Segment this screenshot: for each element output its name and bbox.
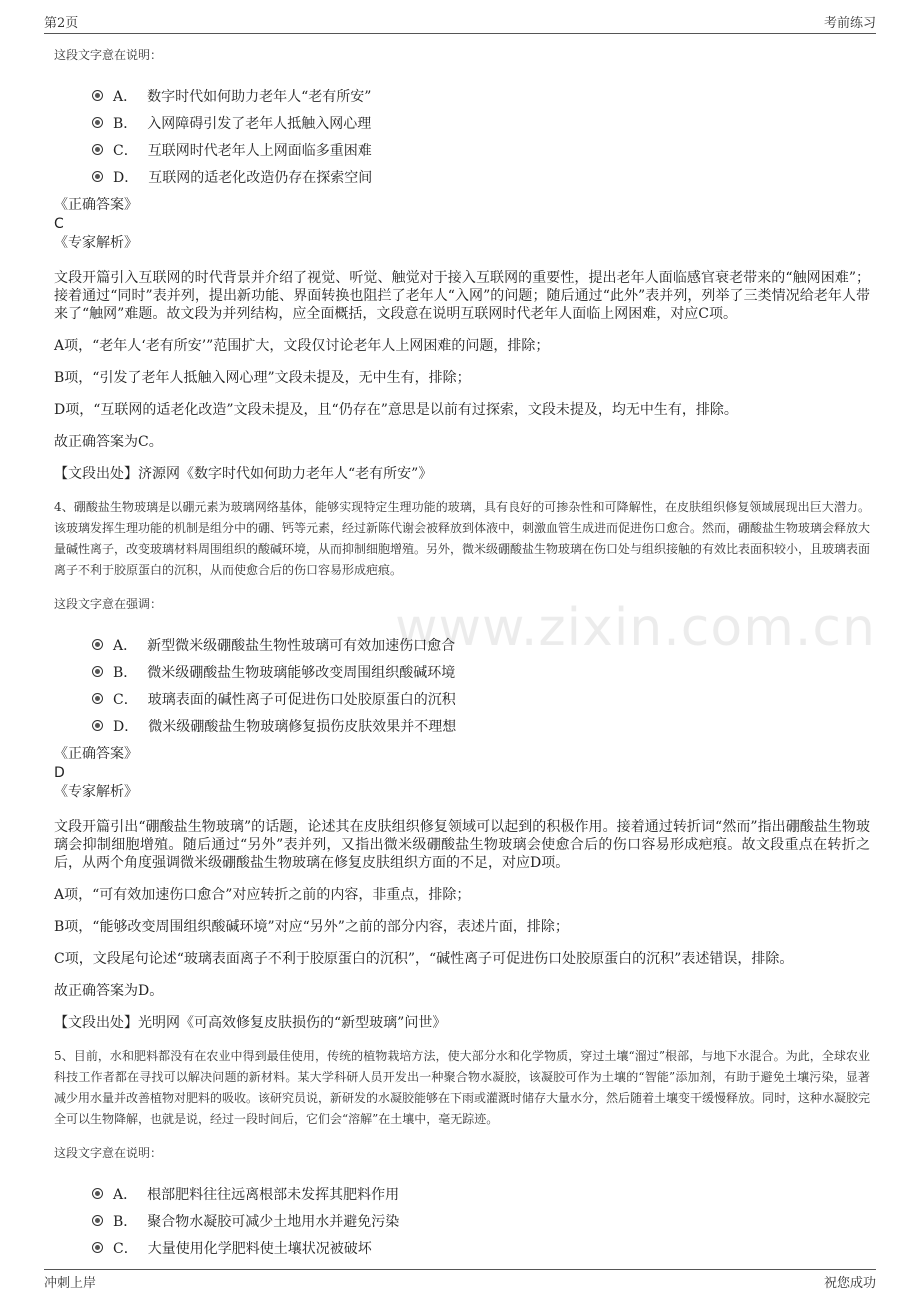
analysis-conclusion: 故正确答案为C。 bbox=[54, 434, 163, 450]
option-label: B． bbox=[113, 664, 138, 681]
answer-title: 《正确答案》 bbox=[54, 197, 138, 213]
analysis-title: 《专家解析》 bbox=[54, 784, 138, 800]
option-text: 互联网时代老年人上网面临多重困难 bbox=[147, 142, 372, 159]
option-text: 微米级硼酸盐生物玻璃能够改变周围组织酸碱环境 bbox=[147, 664, 456, 681]
option-label: A． bbox=[113, 88, 138, 105]
option-label: A． bbox=[113, 637, 138, 654]
q4-option-d[interactable] bbox=[92, 712, 870, 739]
option-label: D． bbox=[113, 169, 139, 186]
q3-option-d[interactable] bbox=[92, 163, 870, 190]
page-header bbox=[44, 12, 876, 31]
option-text: 新型微米级硼酸盐生物性玻璃可有效加速伤口愈合 bbox=[147, 637, 456, 654]
source-tag: 【文段出处】 bbox=[54, 466, 138, 482]
option-label: B． bbox=[113, 1213, 138, 1230]
analysis-paragraph: A项，“可有效加速伤口愈合”对应转折之前的内容，非重点，排除； bbox=[54, 887, 471, 903]
option-text: 互联网的适老化改造仍存在探索空间 bbox=[148, 169, 373, 186]
radio-icon[interactable] bbox=[92, 666, 103, 677]
q4-option-c[interactable] bbox=[92, 685, 870, 712]
q5-prompt: 这段文字意在说明： bbox=[54, 1146, 163, 1160]
option-text: 聚合物水凝胶可减少土地用水并避免污染 bbox=[147, 1213, 400, 1230]
radio-icon[interactable] bbox=[92, 1242, 103, 1253]
footer-divider bbox=[44, 1269, 876, 1270]
answer-value: D bbox=[54, 765, 65, 781]
option-label: C． bbox=[113, 691, 138, 708]
analysis-paragraph: A项，“老年人‘老有所安’”范围扩大，文段仅讨论老年人上网困难的问题，排除； bbox=[54, 338, 550, 354]
option-label: B． bbox=[113, 115, 138, 132]
analysis-paragraph: B项，“能够改变周围组织酸碱环境”对应“另外”之前的部分内容，表述片面，排除； bbox=[54, 919, 569, 935]
option-text: 根部肥料往往远离根部未发挥其肥料作用 bbox=[147, 1186, 400, 1203]
q5-option-c[interactable] bbox=[92, 1234, 870, 1261]
q3-prompt: 这段文字意在说明： bbox=[54, 48, 163, 62]
option-text: 微米级硼酸盐生物玻璃修复损伤皮肤效果并不理想 bbox=[148, 718, 457, 735]
option-label: A． bbox=[113, 1186, 138, 1203]
radio-icon[interactable] bbox=[92, 639, 103, 650]
option-text: 数字时代如何助力老年人“老有所安” bbox=[147, 88, 372, 105]
q3-options bbox=[92, 82, 870, 190]
watermark: www.zixin.com.cn bbox=[395, 598, 876, 658]
radio-icon[interactable] bbox=[92, 171, 103, 182]
radio-icon[interactable] bbox=[92, 1215, 103, 1226]
source-line bbox=[54, 465, 870, 483]
q3-option-c[interactable] bbox=[92, 136, 870, 163]
q4-stem: 4、硼酸盐生物玻璃是以硼元素为玻璃网络基体，能够实现特定生理功能的玻璃，具有良好的可掺杂性和可降解性，在皮肤组织修复领域展现出巨大潜力。该玻璃发挥生理功能的机制是组分中的硼、钙等元素，经过新陈代谢会被释放到体液中，刺激血管生成进而促进伤口愈合。然而，硼酸盐生物玻璃会释放大量碱性离子，改变玻璃材料周围组织的酸碱环境，从而抑制细胞增殖。另外，微米级硼酸盐生物玻璃在伤口处与组织接触的有效比表面积较小，且玻璃表面离子不利于胶原蛋白的沉积，从而使愈合后的伤口容易形成疤痕。 bbox=[54, 500, 871, 577]
analysis-title: 《专家解析》 bbox=[54, 235, 138, 251]
q4-options bbox=[92, 631, 870, 739]
radio-icon[interactable] bbox=[92, 90, 103, 101]
answer-title: 《正确答案》 bbox=[54, 746, 138, 762]
radio-icon[interactable] bbox=[92, 117, 103, 128]
option-text: 大量使用化学肥料使土壤状况被破坏 bbox=[147, 1240, 372, 1257]
source-text: 光明网《可高效修复皮肤损伤的“新型玻璃”问世》 bbox=[138, 1015, 447, 1031]
analysis-paragraph: D项，“互联网的适老化改造”文段未提及，且“仍存在”意思是以前有过探索，文段未提及，均无中生有，排除。 bbox=[54, 402, 738, 418]
q4-option-a[interactable] bbox=[92, 631, 870, 658]
radio-icon[interactable] bbox=[92, 720, 103, 731]
analysis-paragraph: 文段开篇引出“硼酸盐生物玻璃”的话题，论述其在皮肤组织修复领域可以起到的积极作用。接着通过转折词“然而”指出硼酸盐生物玻璃会抑制细胞增殖。随后通过“另外”表并列，又指出微米级硼酸盐生物玻璃会使愈合后的伤口容易形成疤痕。故文段重点在转折之后，从两个角度强调微米级硼酸盐生物玻璃在修复皮肤组织方面的不足，对应D项。 bbox=[54, 819, 870, 871]
q3-option-a[interactable] bbox=[92, 82, 870, 109]
q5-stem: 5、目前，水和肥料都没有在农业中得到最佳使用，传统的植物栽培方法，使大部分水和化学物质，穿过土壤“溜过”根部，与地下水混合。为此，全球农业科技工作者都在寻找可以解决问题的新材料。某大学科研人员开发出一种聚合物水凝胶，该凝胶可作为土壤的“智能”添加剂，有助于避免土壤污染，显著减少用水量并改善植物对肥料的吸收。该研究员说，新研发的水凝胶能够在下雨或灌溉时储存大量水分，然后随着土壤变干缓慢释放。同时，这种水凝胶完全可以生物降解，也就是说，经过一段时间后，它们会“溶解”在土壤中，毫无踪迹。 bbox=[54, 1049, 871, 1126]
footer-left: 冲刺上岸 bbox=[44, 1276, 97, 1291]
analysis-conclusion: 故正确答案为D。 bbox=[54, 983, 164, 999]
option-label: C． bbox=[113, 142, 138, 159]
analysis-paragraph: B项，“引发了老年人抵触入网心理”文段未提及，无中生有，排除； bbox=[54, 370, 471, 386]
option-label: C． bbox=[113, 1240, 138, 1257]
radio-icon[interactable] bbox=[92, 1188, 103, 1199]
radio-icon[interactable] bbox=[92, 144, 103, 155]
source-tag: 【文段出处】 bbox=[54, 1015, 138, 1031]
q3-option-b[interactable] bbox=[92, 109, 870, 136]
option-text: 玻璃表面的碱性离子可促进伤口处胶原蛋白的沉积 bbox=[147, 691, 456, 708]
header-divider bbox=[44, 33, 876, 34]
source-line bbox=[54, 1014, 870, 1032]
header-title: 考前练习 bbox=[823, 16, 876, 31]
q5-option-b[interactable] bbox=[92, 1207, 870, 1234]
option-text: 入网障碍引发了老年人抵触入网心理 bbox=[147, 115, 372, 132]
q5-options bbox=[92, 1180, 870, 1261]
page-content bbox=[54, 44, 870, 1267]
footer-right: 祝您成功 bbox=[823, 1276, 876, 1291]
page-number: 第2页 bbox=[44, 16, 79, 31]
q4-option-b[interactable] bbox=[92, 658, 870, 685]
option-label: D． bbox=[113, 718, 139, 735]
analysis-paragraph: 文段开篇引入互联网的时代背景并介绍了视觉、听觉、触觉对于接入互联网的重要性，提出老年人面临感官衰老带来的“触网困难”；接着通过“同时”表并列，提出新功能、界面转换也阻拦了老年人“入网”的问题；随后通过“此外”表并列，列举了三类情况给老年人带来了“触网”难题。故文段为并列结构，应全面概括，文段意在说明互联网时代老年人面临上网困难，对应C项。 bbox=[54, 270, 870, 322]
q5-option-a[interactable] bbox=[92, 1180, 870, 1207]
source-text: 济源网《数字时代如何助力老年人“老有所安”》 bbox=[138, 466, 433, 482]
analysis-paragraph: C项，文段尾句论述“玻璃表面离子不利于胶原蛋白的沉积”，“碱性离子可促进伤口处胶原蛋白的沉积”表述错误，排除。 bbox=[54, 951, 794, 967]
q4-prompt: 这段文字意在强调： bbox=[54, 597, 163, 611]
radio-icon[interactable] bbox=[92, 693, 103, 704]
answer-value: C bbox=[54, 216, 64, 232]
page-footer bbox=[44, 1272, 876, 1291]
